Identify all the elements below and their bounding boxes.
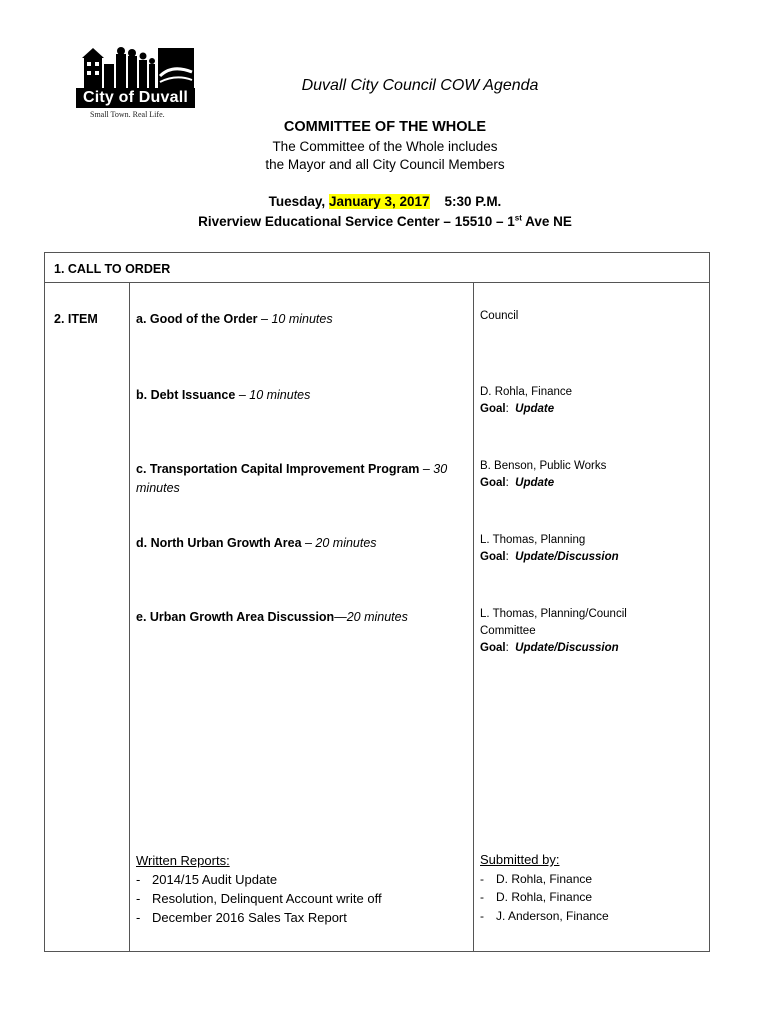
location-prefix: Riverview Educational Service Center – 15510 – 1 bbox=[198, 214, 515, 229]
presenter-d bbox=[480, 532, 702, 566]
column-divider bbox=[473, 283, 474, 951]
city-logo bbox=[76, 46, 198, 124]
presenter-name: Council bbox=[480, 310, 519, 322]
call-to-order-row bbox=[45, 253, 709, 283]
goal-label: Goal bbox=[480, 403, 506, 415]
presenter-name: L. Thomas, Planning bbox=[480, 534, 586, 546]
presenter-goal: Goal: Update bbox=[480, 403, 555, 415]
agenda-item-duration: – 10 minutes bbox=[235, 388, 311, 402]
column-divider bbox=[129, 283, 130, 951]
agenda-item-duration: —20 minutes bbox=[334, 610, 408, 624]
agenda-title: Duvall City Council COW Agenda bbox=[301, 77, 539, 94]
agenda-item-title: a. Good of the Order bbox=[136, 312, 258, 326]
logo-name: City of Duvall bbox=[76, 88, 195, 108]
goal-label: Goal bbox=[480, 642, 506, 654]
logo-tagline: Small Town. Real Life. bbox=[90, 110, 165, 119]
report-item: - December 2016 Sales Tax Report bbox=[136, 908, 382, 927]
presenter-name: L. Thomas, Planning/Council Committee bbox=[480, 608, 627, 637]
committee-description-1: The Committee of the Whole includes bbox=[272, 139, 498, 154]
goal-value: Update bbox=[515, 403, 555, 415]
agenda-item-title: d. North Urban Growth Area bbox=[136, 536, 302, 550]
presenter-goal: Goal: Update/Discussion bbox=[480, 642, 619, 654]
report-item: - 2014/15 Audit Update bbox=[136, 870, 382, 889]
agenda-item-e bbox=[136, 608, 471, 627]
goal-value: Update/Discussion bbox=[515, 551, 619, 563]
agenda-item-b bbox=[136, 386, 471, 405]
presenter-b bbox=[480, 384, 702, 418]
written-reports-heading: Written Reports: bbox=[136, 853, 230, 868]
goal-label: Goal bbox=[480, 551, 506, 563]
goal-label: Goal bbox=[480, 477, 506, 489]
agenda-item-title: b. Debt Issuance bbox=[136, 388, 236, 402]
presenter-goal: Goal: Update bbox=[480, 477, 555, 489]
presenter-c bbox=[480, 458, 702, 492]
presenter-goal: Goal: Update/Discussion bbox=[480, 551, 619, 563]
meeting-day: Tuesday, bbox=[268, 194, 329, 209]
meeting-date: January 3, 2017 bbox=[328, 194, 430, 209]
agenda-item-title: c. Transportation Capital Improvement Program bbox=[136, 462, 420, 476]
presenter-a bbox=[480, 308, 702, 325]
agenda-table bbox=[44, 252, 710, 952]
committee-description-2: the Mayor and all City Council Members bbox=[265, 157, 505, 172]
written-reports bbox=[136, 851, 382, 927]
goal-value: Update/Discussion bbox=[515, 642, 619, 654]
submitter-item: - D. Rohla, Finance bbox=[480, 870, 609, 889]
presenter-e bbox=[480, 606, 650, 657]
meeting-time: 5:30 P.M. bbox=[444, 194, 502, 209]
meeting-location bbox=[0, 214, 770, 229]
submitter-item: - D. Rohla, Finance bbox=[480, 888, 609, 907]
agenda-item-duration: – 20 minutes bbox=[301, 536, 377, 550]
location-suffix: Ave NE bbox=[521, 214, 572, 229]
committee-heading: COMMITTEE OF THE WHOLE bbox=[283, 119, 487, 135]
location-superscript: st bbox=[514, 213, 522, 223]
agenda-item-c bbox=[136, 460, 471, 498]
meeting-datetime bbox=[0, 194, 770, 209]
item-number-label: 2. ITEM bbox=[54, 312, 98, 326]
submitted-by-heading: Submitted by: bbox=[480, 852, 560, 867]
presenter-name: D. Rohla, Finance bbox=[480, 386, 573, 398]
submitter-item: - J. Anderson, Finance bbox=[480, 907, 609, 926]
report-item: - Resolution, Delinquent Account write off bbox=[136, 889, 382, 908]
call-to-order-label: 1. CALL TO ORDER bbox=[54, 262, 171, 276]
city-skyline-icon bbox=[76, 46, 198, 90]
goal-value: Update bbox=[515, 477, 555, 489]
agenda-item-a bbox=[136, 310, 471, 329]
submitted-by bbox=[480, 851, 609, 925]
agenda-item-duration: – 10 minutes bbox=[257, 312, 333, 326]
agenda-item-duration: – 30 minutes bbox=[136, 462, 448, 495]
agenda-item-d bbox=[136, 534, 471, 553]
agenda-item-title: e. Urban Growth Area Discussion bbox=[136, 610, 335, 624]
presenter-name: B. Benson, Public Works bbox=[480, 460, 607, 472]
